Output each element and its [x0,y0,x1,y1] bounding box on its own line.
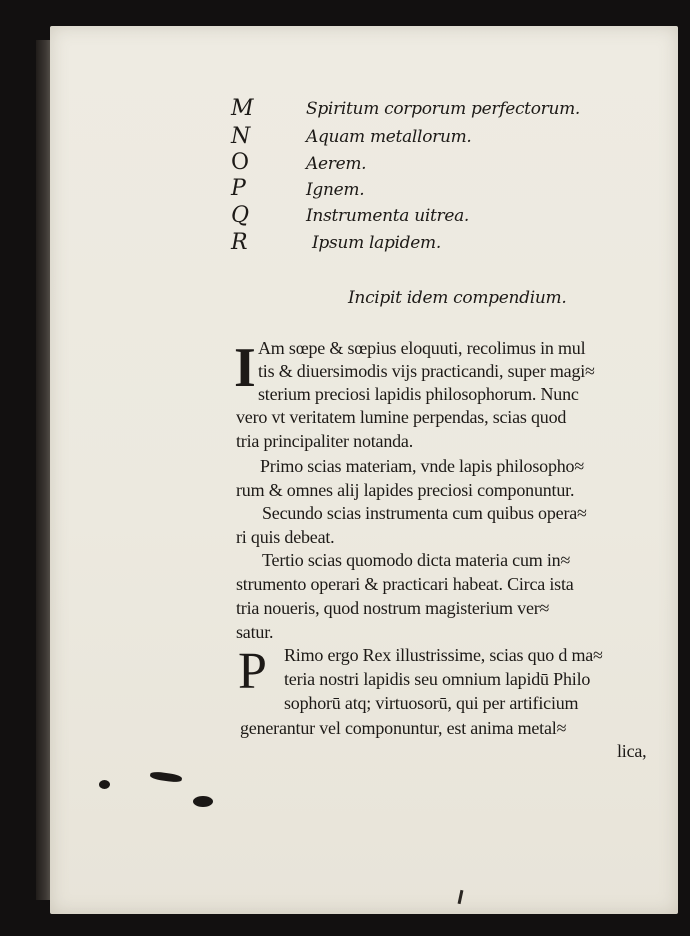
text-line: ri quis debeat. [236,527,335,547]
key-text: Aquam metallorum. [306,127,472,147]
text-line: Am sœpe & sœpius eloquuti, recolimus in mul [258,338,586,358]
section-heading: Incipit idem compendium. [348,288,567,308]
key-letter: P [231,176,246,201]
text-line: sophorū atq; virtuosorū, qui per artificium [284,693,579,713]
key-text: Ipsum lapidem. [312,233,441,253]
key-letter: R [231,230,248,255]
text-line: tria noueris, quod nostrum magisterium ver≈ [236,598,550,618]
text-line: teria nostri lapidis seu omnium lapidū Philo [284,669,591,689]
key-letter: M [231,96,254,121]
text-line: lica, [617,741,647,761]
text-line: sterium preciosi lapidis philosophorum. Nunc [258,384,579,404]
drop-cap-initial: P [238,643,267,700]
text-line: Rimo ergo Rex illustrissime, scias quo d ma≈ [284,645,603,665]
text-line: generantur vel componuntur, est anima metal≈ [240,718,567,738]
text-line: satur. [236,622,274,642]
drop-cap-initial: I [234,337,256,399]
text-line: rum & omnes alij lapides preciosi componuntur. [236,480,575,500]
key-text: Aerem. [306,154,367,174]
text-line: strumento operari & practicari habeat. Circa ista [236,574,574,594]
text-line: Secundo scias instrumenta cum quibus opera≈ [262,503,587,523]
text-line: Primo scias materiam, vnde lapis philosopho≈ [260,456,585,476]
ink-blot [193,796,213,807]
key-text: Ignem. [306,180,365,200]
ink-blot [99,780,110,789]
text-line: tria principaliter notanda. [236,431,414,451]
text-line: tis & diuersimodis vijs practicandi, super magi≈ [258,361,595,381]
key-text: Instrumenta uitrea. [306,206,470,226]
key-text: Spiritum corporum perfectorum. [306,99,581,119]
text-line: Tertio scias quomodo dicta materia cum in≈ [262,550,571,570]
key-letter: N [231,124,251,149]
key-letter: Q [231,203,250,228]
text-line: vero vt veritatem lumine perpendas, scias quod [236,407,567,427]
key-letter: O [231,150,250,175]
